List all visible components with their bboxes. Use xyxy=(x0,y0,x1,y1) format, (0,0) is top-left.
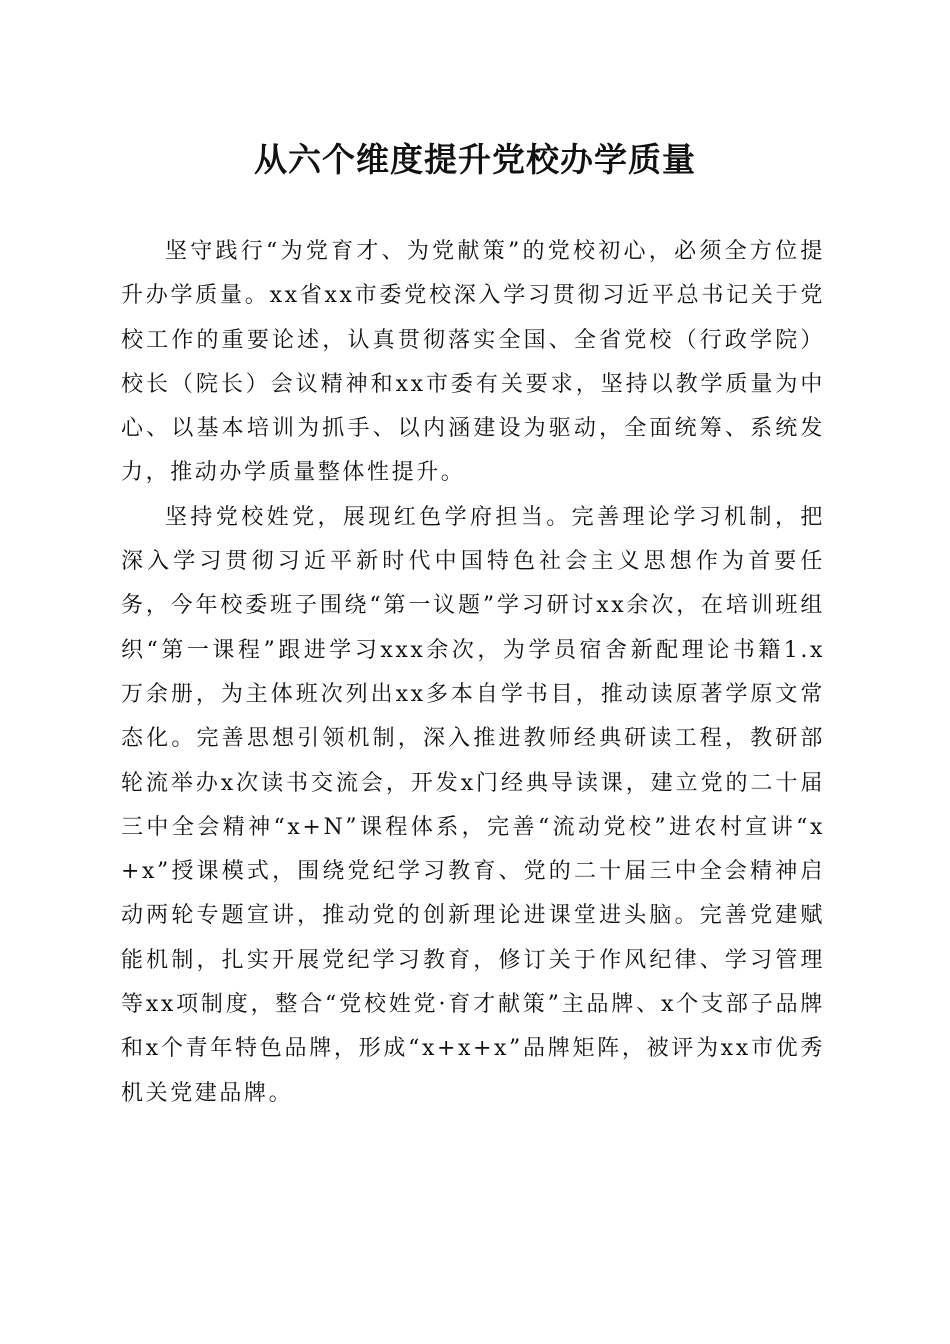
document-body xyxy=(121,230,825,1116)
document-title: 从六个维度提升党校办学质量 xyxy=(254,140,696,179)
paragraph-intro: 坚守践行“为党育才、为党献策”的党校初心，必须全方位提升办学质量。xx省xx市委党校深入学习贯彻习近平总书记关于党校工作的重要论述，认真贯彻落实全国、全省党校（行政学院）校长（院长）会议精神和xx市委有关要求，坚持以教学质量为中心、以基本培训为抓手、以内涵建设为驱动，全面统筹、系统发力，推动办学质量整体性提升。 xyxy=(121,239,825,486)
paragraph-party-school: 坚持党校姓党，展现红色学府担当。完善理论学习机制，把深入学习贯彻习近平新时代中国特色社会主义思想作为首要任务，今年校委班子围绕“第一议题”学习研讨xx余次，在培训班组织“第一课程”跟进学习xxx余次，为学员宿舍新配理论书籍1.x万余册，为主体班次列出xx多本自学书目，推动读原著学原文常态化。完善思想引领机制，深入推进教师经典研读工程，教研部轮流举办x次读书交流会，开发x门经典导读课，建立党的二十届三中全会精神“x+N”课程体系，完善“流动党校”进农村宣讲“x+x”授课模式，围绕党纪学习教育、党的二十届三中全会精神启动两轮专题宣讲，推动党的创新理论进课堂进头脑。完善党建赋能机制，扎实开展党纪学习教育，修订关于作风纪律、学习管理等xx项制度，整合“党校姓党·育才献策”主品牌、x个支部子品牌和x个青年特色品牌，形成“x+x+x”品牌矩阵，被评为xx市优秀机关党建品牌。 xyxy=(121,504,825,1106)
